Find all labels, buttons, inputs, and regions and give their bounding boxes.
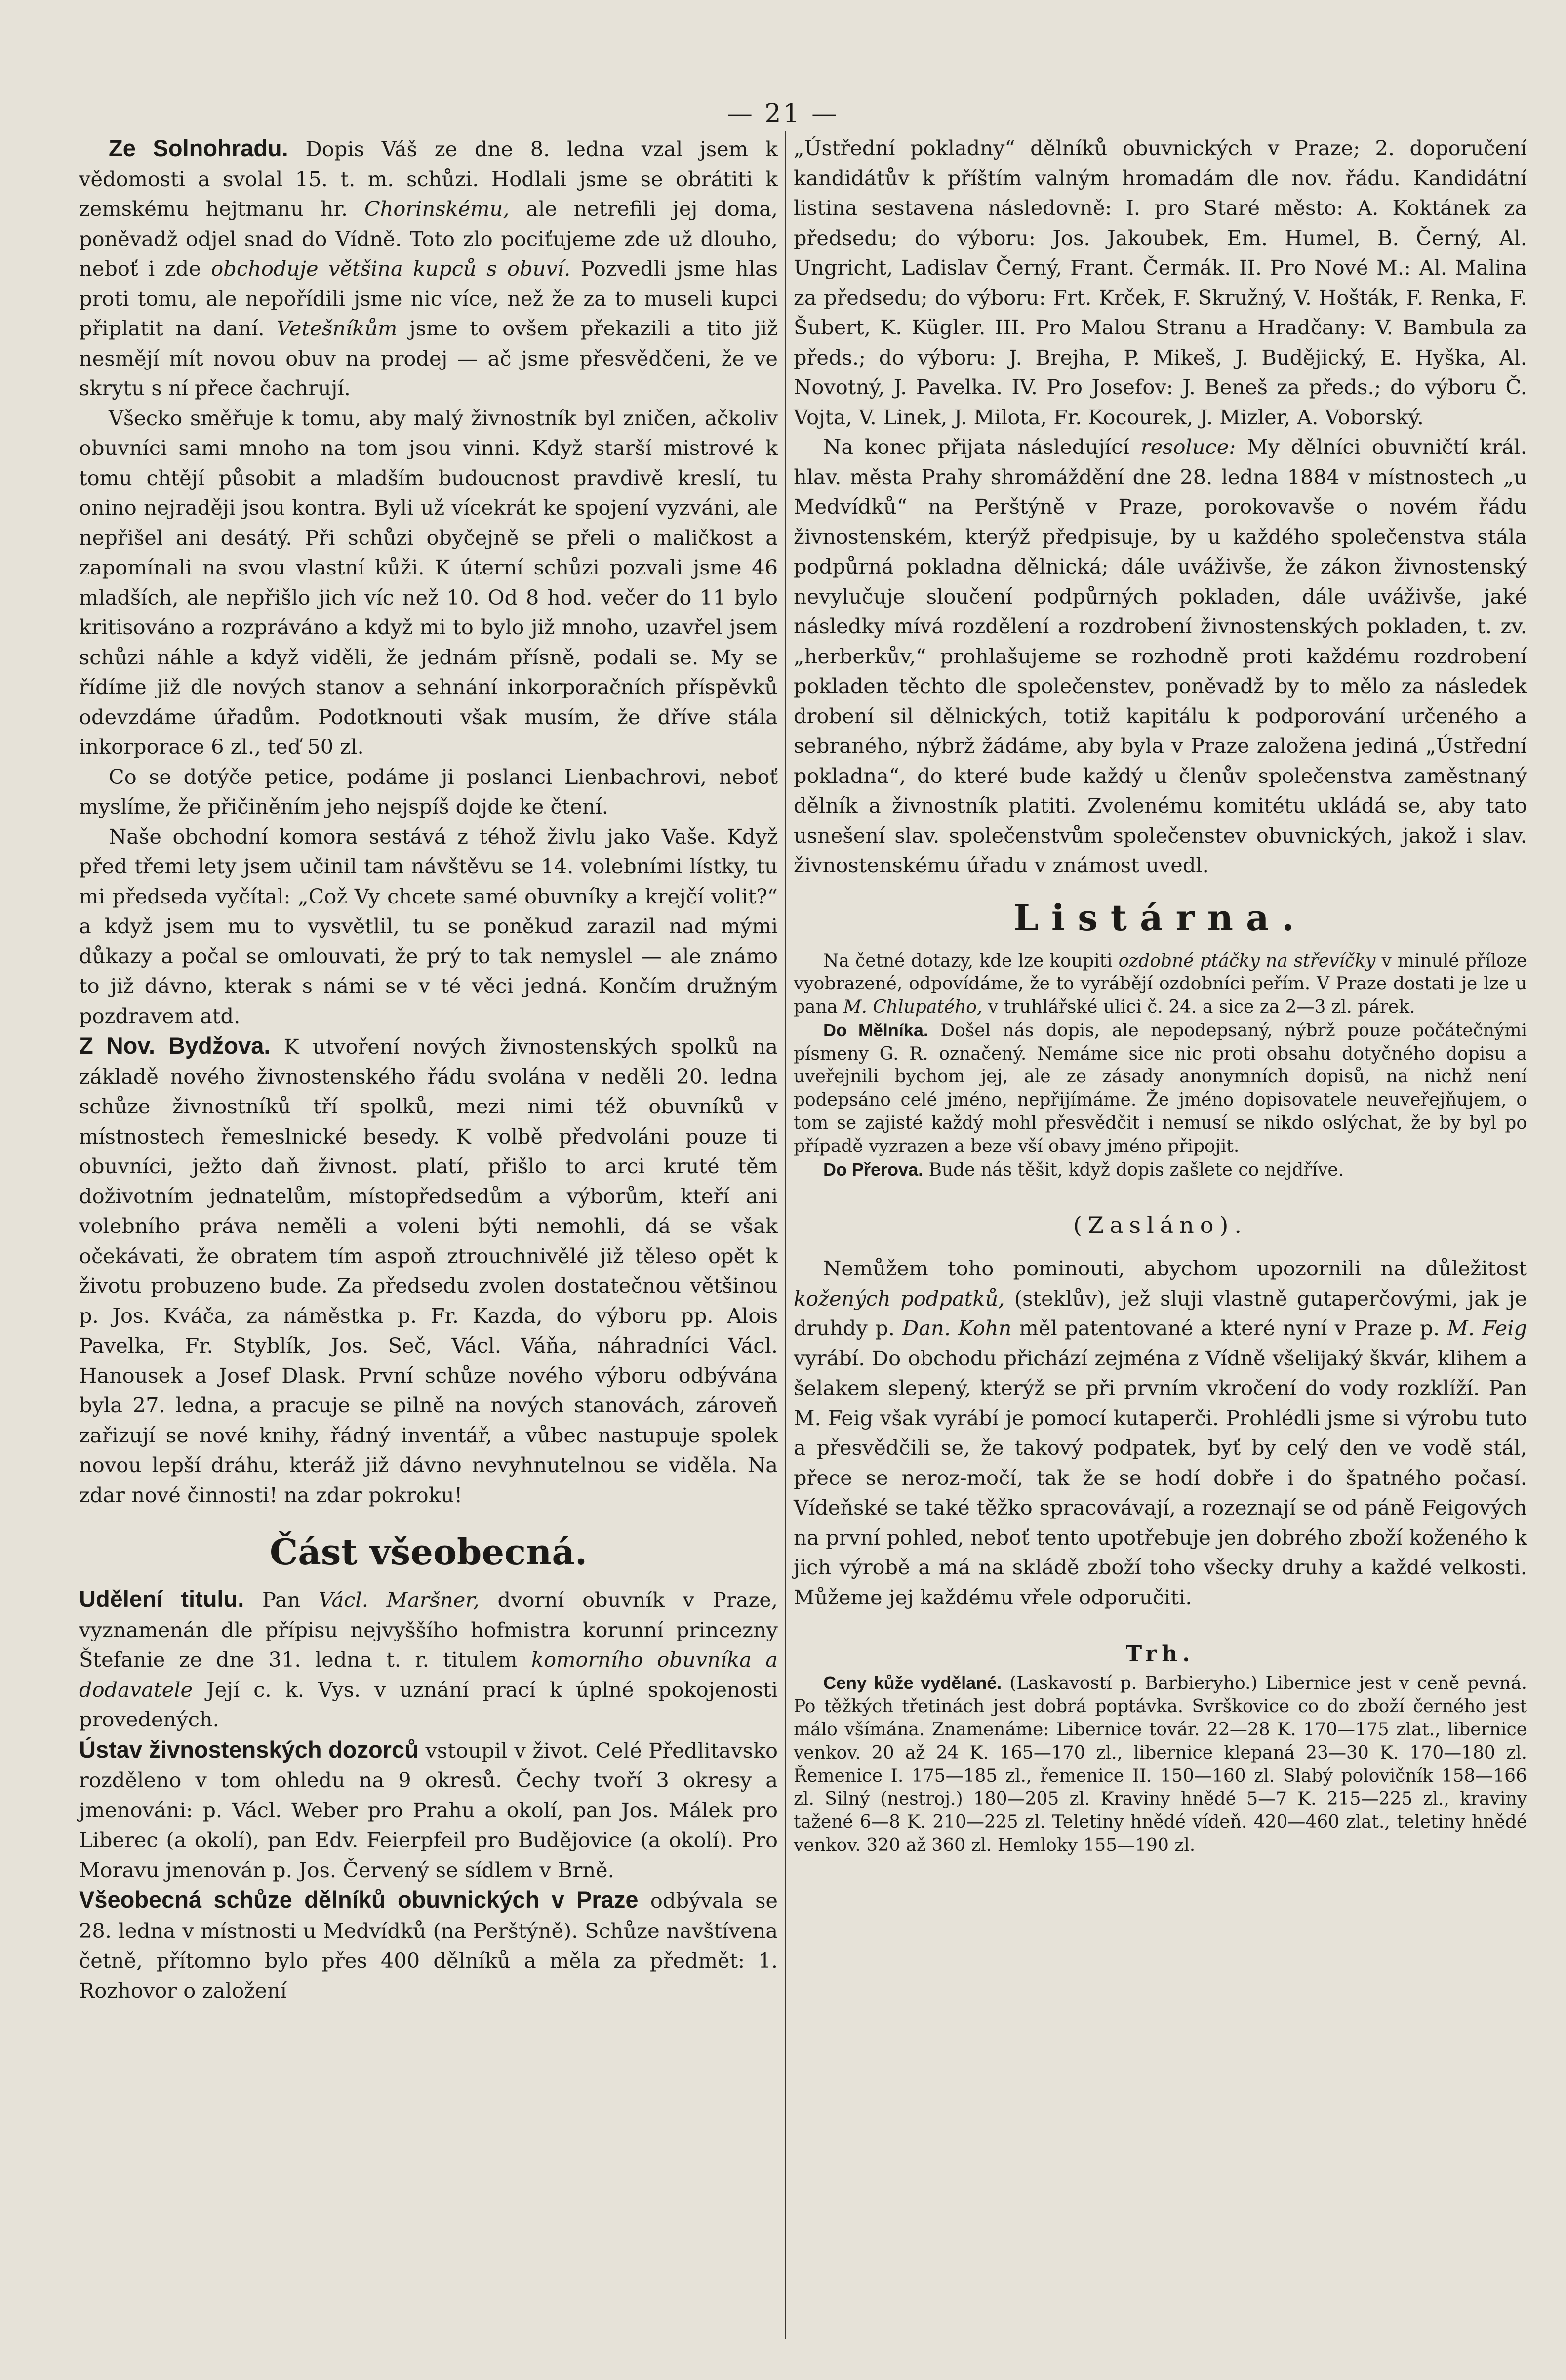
article-text: Na konec přijata následující <box>823 435 1141 459</box>
left-column <box>79 133 778 2006</box>
article-text: jsme to ovšem překazili a tito již nesmějí mít novou obuv na prodej — ač jsme přesvědčeni, že ve skrytu s ní přece čachrují. <box>79 316 778 400</box>
article-inspectors <box>79 1735 778 1886</box>
article-heading: Z Nov. Bydžova. <box>79 1032 271 1059</box>
article-emphasis: Vetešníkům <box>276 316 398 340</box>
article-text: dvorní obuvník v Praze, vyznamenán dle přípisu nejvyššího hofmistra korunní princezny Štefanie ze dne 31. ledna t. r. titulem <box>79 1588 778 1672</box>
article-text: Její c. k. Vys. v uznání prací k úplné spokojenosti provedených. <box>79 1677 778 1731</box>
article-text: Pan <box>244 1588 319 1612</box>
article-text: v minulé příloze vyobrazené, odpovídáme, že to vyrábějí ozdobníci peřím. V Praze dostati je lze u pana <box>794 950 1527 1018</box>
article-text: My dělníci obuvničtí král. hlav. města Prahy shromáždění dne 28. ledna 1884 v místnostech „u Medvídků“ na Perštýně v Praze, porokovavše o novém řádu živnostenském, kterýž předpisuje, by u každého společenstva stála podpůrná pokladna dělnická; dále uváživše, že zákon živnostenský nevylučuje sloučení podpůrných pokladen, dále uváživše, jaké následky mívá rozdělení a rozdrobení živnostenských pokladen, t. zv. „herberkův,“ prohlašujeme se rozhodně proti každému rozdrobení pokladen těchto dle společenstev, poněvadž by to mělo za následek drobení sil dělnických, totiž kapitálu k podporování určeného a sebraného, nýbrž žádáme, aby byla v Praze založena jediná „Ústřední pokladna“, do které bude každý u členův společenstva zaměstnaný dělník a živnostník platiti. Zvolenému komitétu ukládá se, aby tato usnešení slav. společenstvům společenstev obuvnických, jakož i slav. živnostenskému úřadu v známost uvedl. <box>794 435 1527 877</box>
column-divider <box>785 131 786 2339</box>
article-emphasis: resoluce: <box>1140 435 1236 459</box>
article-text: vstoupil v život. Celé Předlitavsko rozděleno v tom ohledu na 9 okresů. Čechy tvoří 3 okresy a jmenováni: p. Václ. Weber pro Prahu a okolí, pan Jos. Málek pro Liberec (a okolí), pan Edv. Feierpfeil pro Budějovice (a okolí). Pro Moravu jmenován p. Jos. Červený se sídlem v Brně. <box>79 1738 778 1882</box>
article-emphasis: Václ. Maršner, <box>319 1588 480 1612</box>
article-heading: Do Přerova. <box>823 1159 924 1180</box>
article-emphasis: obchoduje většina kupců s obuví. <box>211 256 571 281</box>
article-emphasis: Chorinskému, <box>364 197 510 221</box>
article-emphasis: ozdobné ptáčky na střevíčky <box>1118 950 1376 971</box>
paragraph: Všecko směřuje k tomu, aby malý živnostník byl zničen, ačkoliv obuvníci sami mnoho na tom jsou vinni. Když starší mistrové k tomu chtějí působit a mladším budoucnost pravdivě kreslí, tu onino nejraději jsou kontra. Byli už vícekrát ke spojení vyzváni, ale nepřišel ani desátý. Při schůzi obyčejně se přeli o maličkost a zapomínali na svou vlastní kůži. K úterní schůzi pozvali jsme 46 mladších, ale nepřišlo jich víc než 10. Od 8 hod. večer do 11 bylo kritisováno a rozpráváno a když mi to bylo již mnoho, uzavřel jsem schůzi náhle a když viděli, že jednám přísně, podali se. My se řídíme již dle nových stanov a sehnání inkorporačních příspěvků odevzdáme úřadům. Podotknouti však musím, že dříve stála inkorporace 6 zl., teď 50 zl. <box>79 406 778 759</box>
article-heading: Ústav živnostenských dozorců <box>79 1736 419 1763</box>
trh-paragraph <box>794 1672 1527 1857</box>
paragraph: Naše obchodní komora sestává z téhož živlu jako Vaše. Když před třemi lety jsem učinil tam návštěvu se 14. volebními lístky, tu mi předseda vyčítal: „Což Vy chcete samé obuvníky a krejčí volit?“ a když jsem mu to vysvětlil, tu se poněkud zarazil nad mými důkazy a počal se omlouvati, že prý to tak nemyslel — ale známo to již dávno, kterak s námi se v té věci jedná. Končím družným pozdravem atd. <box>79 824 778 1028</box>
article-salzburg <box>79 133 778 404</box>
listarna-item <box>794 1158 1527 1182</box>
article-general-meeting <box>79 1885 778 2006</box>
listarna-heading: Listárna. <box>1013 896 1307 939</box>
right-column <box>794 133 1527 1857</box>
article-text: (Laskavostí p. Barbieryho.) Libernice jest v ceně pevná. Po těžkých třetinách jest dobrá poptávka. Svrškovice co do zboží černého jest málo všímána. Znamenáme: Libernice továr. 22—28 K. 170—175 zlat., libernice venkov. 20 až 24 K. 165—170 zl., libernice klepaná 23—30 K. 170—180 zl. Řemenice I. 175—185 zl., řemenice II. 150—160 zl. Slabý polovičník 158—166 zl. Silný (nestroj.) 180—205 zl. Kraviny hnědé 5—7 K. 215—225 zl., kraviny tažené 6—8 K. 210—225 zl. Teletiny hnědé vídeň. 420—460 zlat., teletiny hnědé venkov. 320 až 360 zl. Hemloky 155—190 zl. <box>794 1673 1527 1856</box>
paragraph: „Ústřední pokladny“ dělníků obuvnických v Praze; 2. doporučení kandidátův k příštím valným hromadám dle nov. řádu. Kandidátní listina sestavena následovně: I. pro Staré město: A. Koktánek za předsedu; do výboru: Jos. Jakoubek, Em. Humel, B. Černý, Al. Ungricht, Ladislav Černý, Frant. Čermák. II. Pro Nové M.: Al. Malina za předsedu; do výboru: Frt. Krček, F. Skružný, V. Hošták, F. Renka, F. Šubert, K. Kügler. III. Pro Malou Stranu a Hradčany: V. Bambula za předs.; do výboru: J. Brejha, P. Mikeš, J. Budějický, E. Hyška, Al. Novotný, J. Pavelka. IV. Pro Josefov: J. Beneš za předs.; do výboru Č. Vojta, V. Linek, J. Milota, Fr. Kocourek, J. Mizler, A. Voborský. <box>794 136 1527 429</box>
article-text: vyrábí. Do obchodu přichází zejména z Vídně všelijaký škvár, klihem a šelakem slepený, kterýž se při prvním vkročení do vody rozklíží. Pan M. Feig však vyrábí je pomocí kutaperči. Prohlédli jsme si výrobu tuto a přesvědčili se, že takový podpatek, byť by celý den ve vodě stál, přece se neroz-močí, tak že se hodí dobře i do špatného počasí. Vídeňské se také těžko spracovávají, a rozeznají se od páně Feigových na první pohled, neboť tento upotřebuje jen dobrého zboží koženého k jich výrobě a má na skládě zboží toho všecky druhy a každé velkosti. Můžeme jej každému vřele odporučiti. <box>794 1346 1527 1609</box>
trh-section <box>794 1672 1527 1857</box>
section-heading: Část všeobecná. <box>269 1531 588 1573</box>
listarna-section <box>794 950 1527 1182</box>
article-emphasis: M. Chlupatého, <box>843 997 983 1018</box>
article-heading: Ceny kůže vydělané. <box>823 1673 1002 1693</box>
article-text: v truhlářské ulici č. 24. a sice za 2—3 zl. párek. <box>982 997 1415 1018</box>
article-text: Dopis Váš ze dne 8. ledna vzal jsem k vědomosti a svolal 15. t. m. schůzi. Hodlali jsme se obrátiti k zemskému hejtmanu hr. <box>79 137 778 221</box>
article-heading: Udělení titulu. <box>79 1586 244 1612</box>
article-text: Nemůžem toho pominouti, abychom upozornili na důležitost <box>823 1256 1527 1281</box>
article-heading: Do Mělníka. <box>823 1020 928 1040</box>
article-novy-bydzov <box>79 1031 778 1510</box>
article-text: měl patentované a které nyní v Praze p. <box>1011 1316 1447 1341</box>
article-emphasis: kožených podpatků, <box>794 1286 1005 1311</box>
article-title-award <box>79 1584 778 1735</box>
article-emphasis: Dan. Kohn <box>902 1316 1012 1341</box>
article-emphasis: komorního obuvníka a dodavatele <box>79 1647 778 1702</box>
zaslano-paragraph <box>794 1254 1527 1612</box>
article-heading: Všeobecná schůze dělníků obuvnických v Praze <box>79 1887 639 1913</box>
resolution-paragraph <box>794 432 1527 881</box>
article-text: Pozvedli jsme hlas proti tomu, ale nepořídili jsme nic více, než že za to museli kupci připlatit na daní. <box>79 256 778 340</box>
article-text: (steklův), jež sluji vlastně gutaperčovými, jak je druhdy p. <box>794 1286 1527 1341</box>
article-heading: Ze Solnohradu. <box>109 135 288 161</box>
page-number: — 21 — <box>726 99 840 128</box>
article-text: Na četné dotazy, kde lze koupiti <box>823 950 1119 971</box>
article-text: Došel nás dopis, ale nepodepsaný, nýbrž pouze počátečnými písmeny G. R. označený. Nemáme sice nic proti obsahu dotyčného dopisu a uveřejnili bychom jej, ale ze zásady anonymních dopisů, na nichž není podepsáno celé jméno, nepřijímáme. Že jméno dopisovatele neuveřejňujem, o tom se zajisté každý mohl přesvědčit i nemusí se nikdo oslýchat, že by byl po případě vyzrazen a beze vší obavy jméno připojit. <box>794 1020 1527 1156</box>
zaslano-heading: (Zasláno). <box>1073 1212 1247 1239</box>
article-text: Bude nás těšit, když dopis zašlete co nejdříve. <box>923 1159 1344 1180</box>
article-text: K utvoření nových živnostenských spolků na základě nového živnostenského řádu svolána v neděli 20. ledna schůze živnostníků tří spolků, mezi nimi též obuvníků v místnostech řemeslnické besedy. K volbě předvoláni pouze ti obuvníci, ježto daň živnost. platí, přišlo to arci kruté těm doživotním jednatelům, místopředsedům a výborům, kteří ani volebního práva neměli a voleni býti nemohli, dá se však očekávati, že obratem tím aspoň ztrouchnivělé již těleso opět k životu probuzeno bude. Za předsedu zvolen dostatečnou většinou p. Jos. Kváča, za náměstka p. Fr. Kazda, do výboru pp. Alois Pavelka, Fr. Styblík, Jos. Seč, Václ. Váňa, náhradníci Václ. Hanousek a Josef Dlask. První schůze nového výboru odbývána byla 27. ledna, a pracuje se pilně na nových stanovách, zároveň zařizují se nové knihy, řádný inventář, a vůbec nastupuje spolek novou lepší dráhu, kteráž již dávno nevyhnutelnou se viděla. Na zdar nové činnosti! na zdar pokroku! <box>79 1034 778 1507</box>
paragraph: Co se dotýče petice, podáme ji poslanci Lienbachrovi, neboť myslíme, že přičiněním jeho nejspíš dojde ke čtení. <box>79 764 778 819</box>
article-text: ale netrefili jej doma, poněvadž odjel snad do Vídně. Toto zlo pociťujeme zde už dlouho, neboť i zde <box>79 197 778 281</box>
listarna-item <box>794 950 1527 1019</box>
listarna-item <box>794 1019 1527 1158</box>
article-text: odbývala se 28. ledna v místnosti u Medvídků (na Perštýně). Schůze navštívena četně, přítomno bylo přes 400 dělníků a měla za předmět: 1. Rozhovor o založení <box>79 1888 778 2003</box>
trh-heading: Trh. <box>1125 1641 1195 1667</box>
article-emphasis: M. Feig <box>1447 1316 1527 1341</box>
